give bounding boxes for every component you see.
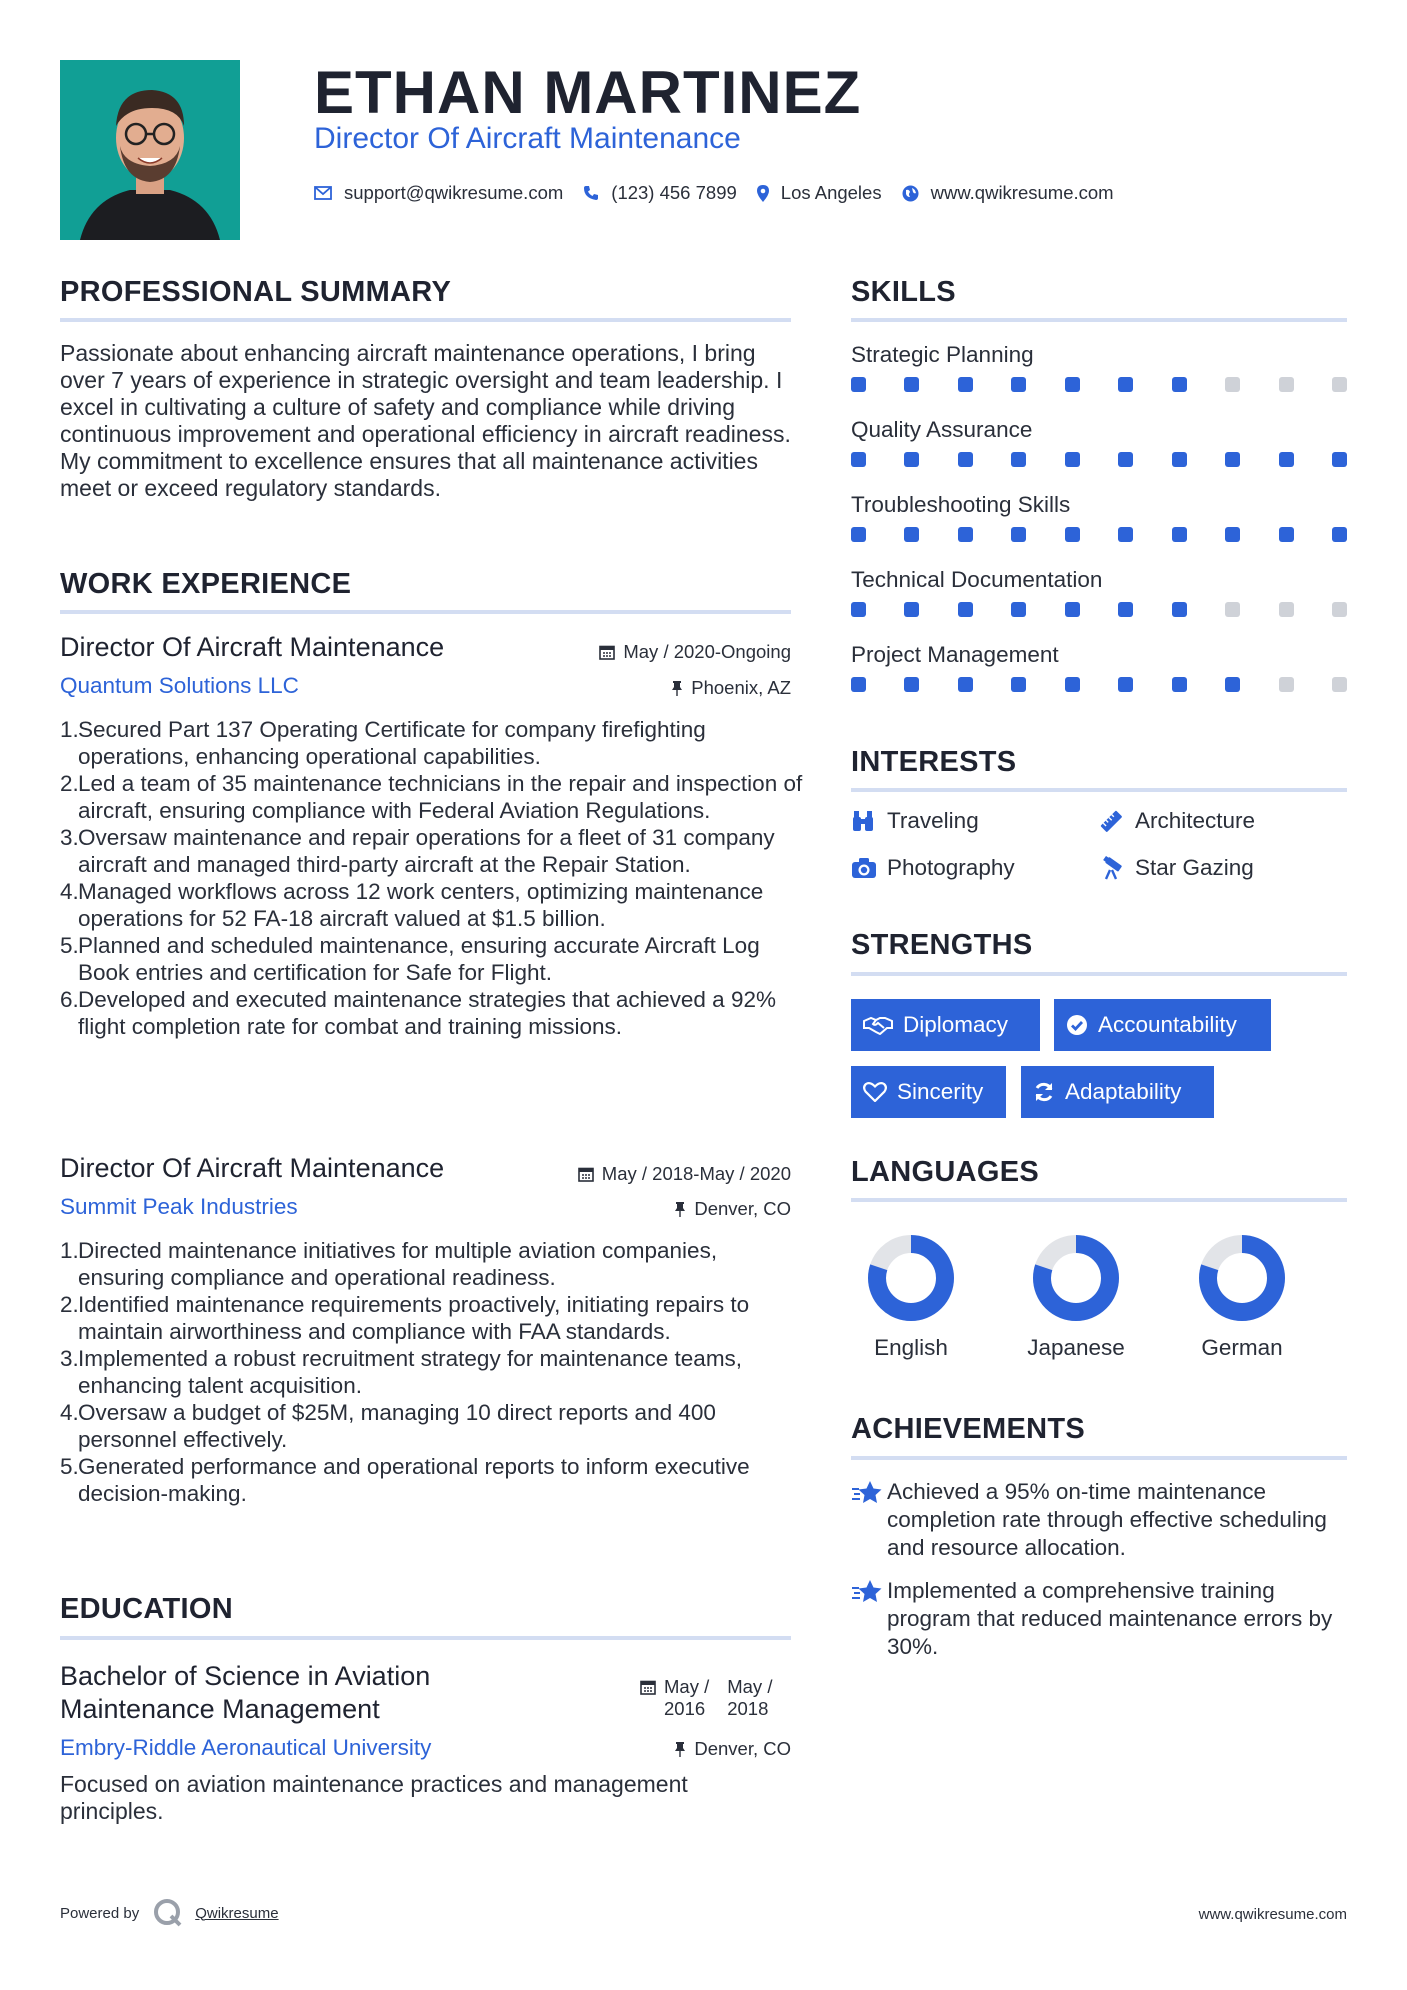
achievements-heading: ACHIEVEMENTS — [851, 1413, 1086, 1445]
list-item: 2. Led a team of 35 maintenance technicians in the repair and inspection of aircraft, ensuring compliance with Federal Aviation Regulations. — [60, 771, 803, 823]
skill-level-dot — [1225, 677, 1240, 692]
degree-title: Bachelor of Science in Aviation Maintenance Management — [60, 1661, 431, 1724]
company-name[interactable]: Quantum Solutions LLC — [60, 673, 299, 698]
check-circle-icon — [1066, 1014, 1088, 1036]
skill-level-dot — [1332, 527, 1347, 542]
job-location — [674, 1198, 791, 1220]
calendar-icon — [640, 1679, 656, 1720]
skill-level-dot — [1118, 677, 1133, 692]
skill-name: Troubleshooting Skills — [851, 492, 1071, 517]
skill-level-dot — [1279, 677, 1294, 692]
footer-brand-link[interactable]: Qwikresume — [195, 1904, 279, 1922]
footer-powered: Powered by Qwikresume — [60, 1898, 279, 1928]
skill-name: Technical Documentation — [851, 567, 1103, 592]
contact-location: Los Angeles — [780, 182, 882, 203]
list-item: 4. Oversaw a budget of $25M, managing 10 direct reports and 400 personnel effectively. — [60, 1400, 716, 1452]
skill-level-dot — [1011, 677, 1026, 692]
skill-level-dot — [851, 677, 866, 692]
school-name[interactable]: Embry-Riddle Aeronautical University — [60, 1735, 432, 1760]
skill-item — [851, 342, 1347, 417]
skills-heading: SKILLS — [851, 276, 956, 308]
heart-icon — [863, 1082, 887, 1102]
skill-level-dot — [1332, 377, 1347, 392]
interests-divider — [851, 788, 1347, 792]
interests-heading: INTERESTS — [851, 746, 1017, 778]
skill-level-dot — [1118, 377, 1133, 392]
calendar-icon — [599, 644, 615, 660]
skill-level-dot — [1011, 602, 1026, 617]
list-item: 4. Managed workflows across 12 work centers, optimizing maintenance operations for 52 FA-18 aircraft valued at $1.5 billion. — [60, 879, 764, 931]
job-dates — [578, 1163, 791, 1185]
interest-item: Photography — [851, 855, 1015, 881]
telescope-icon — [1099, 856, 1127, 880]
pin-icon — [671, 680, 683, 696]
skill-level-dot — [904, 677, 919, 692]
skill-level-dots — [851, 677, 1347, 692]
job-title: Director Of Aircraft Maintenance — [60, 632, 445, 662]
calendar-icon — [578, 1166, 594, 1182]
list-item: 1. Directed maintenance initiatives for multiple aviation companies, ensuring compliance and operational readiness. — [60, 1238, 718, 1290]
languages-divider — [851, 1198, 1347, 1202]
skill-item — [851, 492, 1347, 567]
skill-level-dot — [851, 527, 866, 542]
job-location — [671, 677, 791, 699]
skill-level-dot — [1225, 452, 1240, 467]
summary-text: Passionate about enhancing aircraft maintenance operations, I bring over 7 years of experience in strategic oversight and team leadership. I excel in cultivating a culture of safety and compliance while driving continuous improvement and operational efficiency in aircraft readiness. My commitment to excellence ensures that all maintenance activities meet or exceed regulatory standards. — [60, 340, 791, 501]
qwikresume-logo-icon — [153, 1898, 183, 1928]
job-location-text: Phoenix, AZ — [691, 677, 791, 698]
skill-level-dots — [851, 452, 1347, 467]
skill-level-dots — [851, 527, 1347, 542]
skill-item — [851, 567, 1347, 642]
phone-icon — [583, 185, 599, 201]
skill-level-dot — [1011, 452, 1026, 467]
strengths-divider — [851, 972, 1347, 976]
skill-level-dot — [1279, 377, 1294, 392]
skill-level-dot — [1118, 527, 1133, 542]
skill-level-dot — [958, 527, 973, 542]
experience-divider — [60, 610, 791, 614]
skill-level-dot — [851, 452, 866, 467]
summary-heading: PROFESSIONAL SUMMARY — [60, 276, 452, 308]
summary-divider — [60, 318, 791, 322]
skill-level-dot — [904, 602, 919, 617]
language-ring — [841, 1231, 981, 1326]
language-ring — [1172, 1231, 1312, 1326]
list-item: 6. Developed and executed maintenance strategies that achieved a 92% flight completion rate for combat and training missions. — [60, 987, 776, 1039]
education-location: Denver, CO — [674, 1738, 791, 1760]
skill-level-dot — [904, 527, 919, 542]
skill-level-dot — [1065, 452, 1080, 467]
strength-tag: Diplomacy — [851, 999, 1040, 1051]
skill-level-dot — [1172, 527, 1187, 542]
skill-level-dot — [1279, 602, 1294, 617]
skill-level-dot — [1332, 602, 1347, 617]
skill-level-dot — [1172, 377, 1187, 392]
handshake-icon — [863, 1015, 893, 1035]
skill-level-dot — [851, 377, 866, 392]
language-ring — [1006, 1231, 1146, 1326]
candidate-title: Director Of Aircraft Maintenance — [314, 122, 741, 155]
education-divider — [60, 1636, 791, 1640]
list-item: 5. Planned and scheduled maintenance, ensuring accurate Aircraft Log Book entries and certification for Safe for Flight. — [60, 933, 760, 985]
languages-heading: LANGUAGES — [851, 1156, 1039, 1188]
list-item: 3. Implemented a robust recruitment strategy for maintenance teams, enhancing talent acquisition. — [60, 1346, 743, 1398]
contact-phone[interactable]: (123) 456 7899 — [611, 182, 737, 203]
pin-icon — [674, 1201, 686, 1217]
skill-level-dot — [1332, 452, 1347, 467]
skill-level-dot — [958, 377, 973, 392]
education-dates: May / 2016 May / 2018 — [640, 1676, 772, 1720]
achievement-item: Implemented a comprehensive training program that reduced maintenance errors by 30%. — [851, 1577, 1347, 1661]
skill-level-dot — [1065, 677, 1080, 692]
globe-icon — [902, 185, 919, 202]
company-name[interactable]: Summit Peak Industries — [60, 1194, 298, 1219]
candidate-name: ETHAN MARTINEZ — [314, 59, 862, 126]
skill-name: Quality Assurance — [851, 417, 1033, 442]
skill-level-dot — [1011, 527, 1026, 542]
skill-level-dot — [1225, 527, 1240, 542]
star-icon — [851, 1478, 887, 1562]
strength-tag: Accountability — [1054, 999, 1271, 1051]
skill-level-dot — [1225, 602, 1240, 617]
education-description: Focused on aviation maintenance practices and management principles. — [60, 1771, 688, 1824]
education-heading: EDUCATION — [60, 1593, 233, 1625]
job-location-text: Denver, CO — [694, 1198, 791, 1219]
skill-level-dot — [1118, 602, 1133, 617]
skill-level-dot — [904, 452, 919, 467]
contact-website[interactable]: www.qwikresume.com — [930, 182, 1114, 203]
strength-tag: Sincerity — [851, 1066, 1006, 1118]
footer-website[interactable]: www.qwikresume.com — [1198, 1906, 1347, 1923]
skill-level-dot — [1065, 377, 1080, 392]
skill-level-dot — [851, 602, 866, 617]
star-icon — [851, 1577, 887, 1661]
skills-divider — [851, 318, 1347, 322]
skill-level-dot — [1225, 377, 1240, 392]
skill-level-dot — [1279, 527, 1294, 542]
job-dates-text: May / 2018-May / 2020 — [601, 1163, 791, 1184]
strengths-heading: STRENGTHS — [851, 929, 1033, 961]
envelope-icon — [314, 186, 332, 200]
skill-level-dot — [958, 677, 973, 692]
achievement-item: Achieved a 95% on-time maintenance completion rate through effective scheduling and resource allocation. — [851, 1478, 1347, 1562]
language-item: English — [841, 1231, 981, 1371]
skill-level-dot — [1172, 602, 1187, 617]
skill-item — [851, 642, 1347, 717]
skill-level-dot — [1172, 452, 1187, 467]
language-item: German — [1172, 1231, 1312, 1371]
skill-level-dots — [851, 377, 1347, 392]
skill-item — [851, 417, 1347, 492]
interest-item: Star Gazing — [1099, 855, 1254, 881]
skill-level-dot — [1065, 527, 1080, 542]
skill-level-dot — [904, 377, 919, 392]
pin-icon — [674, 1741, 686, 1757]
list-item: 5. Generated performance and operational reports to inform executive decision-making. — [60, 1454, 750, 1506]
interest-item: Architecture — [1099, 808, 1255, 834]
skill-level-dot — [1011, 377, 1026, 392]
refresh-icon — [1033, 1081, 1055, 1103]
skill-level-dot — [1172, 677, 1187, 692]
job-title: Director Of Aircraft Maintenance — [60, 1153, 445, 1183]
contact-bar — [314, 178, 1134, 208]
camera-icon — [851, 857, 879, 879]
skill-level-dot — [1332, 677, 1347, 692]
achievements-divider — [851, 1456, 1347, 1460]
job-dates — [599, 641, 791, 663]
skill-level-dot — [958, 452, 973, 467]
job-dates-text: May / 2020-Ongoing — [623, 641, 791, 662]
contact-email[interactable]: support@qwikresume.com — [344, 182, 564, 203]
job-bullets — [60, 716, 809, 1040]
list-item: 1. Secured Part 137 Operating Certificate for company firefighting operations, enhancing operational capabilities. — [60, 717, 706, 769]
skill-level-dot — [1065, 602, 1080, 617]
skill-name: Strategic Planning — [851, 342, 1034, 367]
interest-item: Traveling — [851, 808, 979, 834]
skill-level-dot — [1279, 452, 1294, 467]
job-bullets — [60, 1237, 809, 1507]
language-item: Japanese — [1006, 1231, 1146, 1371]
skills-list — [851, 342, 1347, 717]
binoculars-icon — [851, 809, 879, 833]
map-marker-icon — [757, 185, 769, 202]
skill-level-dots — [851, 602, 1347, 617]
skill-name: Project Management — [851, 642, 1059, 667]
profile-photo — [60, 60, 240, 240]
skill-level-dot — [958, 602, 973, 617]
experience-heading: WORK EXPERIENCE — [60, 568, 352, 600]
strength-tag: Adaptability — [1021, 1066, 1214, 1118]
skill-level-dot — [1118, 452, 1133, 467]
list-item: 3. Oversaw maintenance and repair operations for a fleet of 31 company aircraft and managed third-party aircraft at the Repair Station. — [60, 825, 775, 877]
ruler-icon — [1099, 809, 1127, 833]
list-item: 2. Identified maintenance requirements proactively, initiating repairs to maintain airworthiness and compliance with FAA standards. — [60, 1292, 750, 1344]
